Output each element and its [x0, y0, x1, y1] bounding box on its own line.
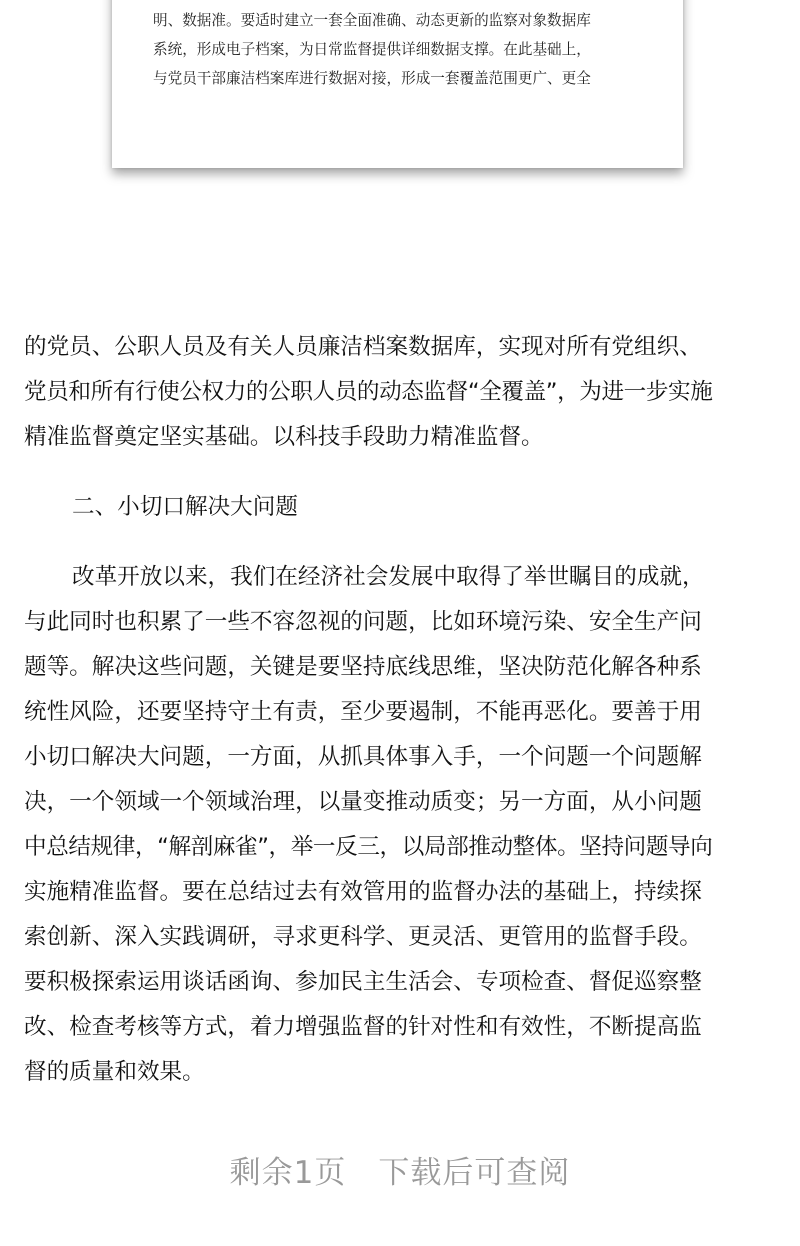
body-line: 要积极探索运用谈话函询、参加民主生活会、专项检查、督促巡察整	[24, 969, 702, 995]
card-text-line: 与党员干部廉洁档案库进行数据对接，形成一套覆盖范围更广、更全	[153, 70, 591, 87]
body-line: 督的质量和效果。	[24, 1059, 205, 1085]
body-line: 改、检查考核等方式，着力增强监督的针对性和有效性，不断提高监	[24, 1014, 702, 1040]
body-line: 党员和所有行使公权力的公职人员的动态监督“全覆盖”，为进一步实施	[24, 379, 713, 405]
section-heading: 二、小切口解决大问题	[72, 494, 298, 520]
body-line: 中总结规律，“解剖麻雀”，举一反三，以局部推动整体。坚持问题导向	[24, 834, 713, 860]
card-text-line: 系统，形成电子档案，为日常监督提供详细数据支撑。在此基础上，	[153, 41, 591, 58]
preview-page-card	[112, 0, 683, 168]
body-line: 精准监督奠定坚实基础。以科技手段助力精准监督。	[24, 424, 544, 450]
remaining-pages-download-prompt[interactable]: 剩余1页 下载后可查阅	[229, 1155, 571, 1191]
body-line: 索创新、深入实践调研，寻求更科学、更灵活、更管用的监督手段。	[24, 924, 702, 950]
body-line: 的党员、公职人员及有关人员廉洁档案数据库，实现对所有党组织、	[24, 334, 702, 360]
body-line: 改革开放以来，我们在经济社会发展中取得了举世瞩目的成就，	[72, 564, 705, 590]
body-line: 题等。解决这些问题，关键是要坚持底线思维，坚决防范化解各种系	[24, 654, 702, 680]
body-line: 统性风险，还要坚持守土有责，至少要遏制，不能再恶化。要善于用	[24, 699, 702, 725]
body-line: 决，一个领域一个领域治理，以量变推动质变；另一方面，从小问题	[24, 789, 702, 815]
body-line: 与此同时也积累了一些不容忽视的问题，比如环境污染、安全生产问	[24, 609, 702, 635]
card-text-line: 明、数据准。要适时建立一套全面准确、动态更新的监察对象数据库	[153, 12, 591, 29]
body-line: 实施精准监督。要在总结过去有效管用的监督办法的基础上，持续探	[24, 879, 702, 905]
body-line: 小切口解决大问题，一方面，从抓具体事入手，一个问题一个问题解	[24, 744, 702, 770]
